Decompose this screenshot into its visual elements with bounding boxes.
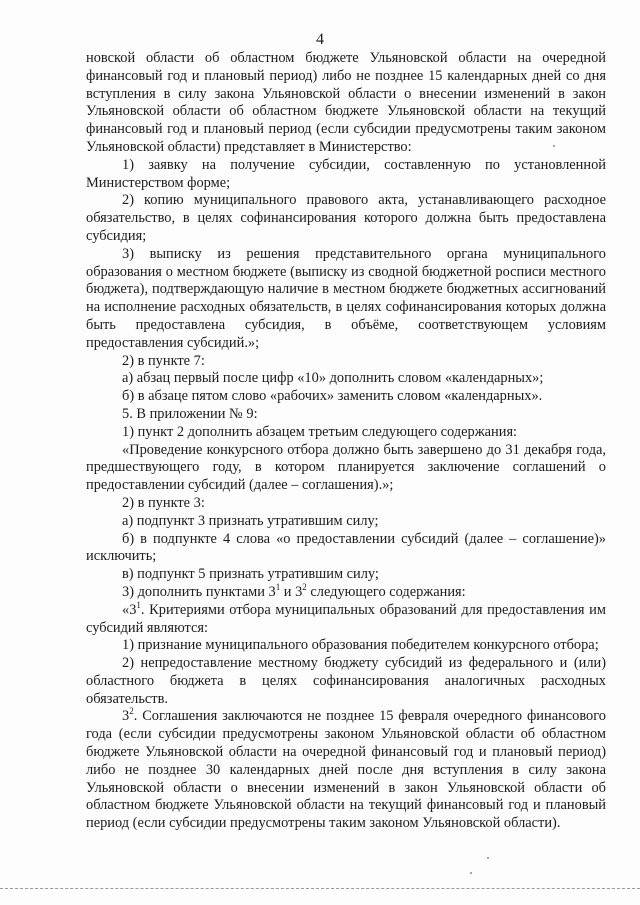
scan-dust [553,145,555,147]
paragraph: 1) признание муниципального образования победителем конкурсного отбора; [122,637,599,654]
paragraph: 2) в пункте 7: [122,352,205,369]
paragraph: 2) непредоставление местному бюджету субсидий из федерального и (или) областного бюджета в целях софинансирования аналогичных расходных обязательств. [86,655,606,707]
paragraph: а) подпункт 3 признать утратившим силу; [122,512,379,529]
scan-edge-line [0,888,640,889]
text-run: . Критериями отбора муниципальных образований для предоставления им субсидий являются: [86,601,606,636]
paragraph-with-superscripts [86,708,606,833]
paragraph: в) подпункт 5 признать утратившим силу; [122,566,379,583]
paragraph: б) в подпункте 4 слова «о предоставлении субсидий (далее – соглашение)» исключить; [86,530,606,565]
text-run: «3 [122,601,137,618]
superscript: 2 [302,581,307,592]
document-body [86,50,606,833]
paragraph: 2) в пункте 3: [122,494,205,511]
superscript: 1 [275,581,281,592]
paragraph: 5. В приложении № 9: [122,405,258,422]
paragraph: новской области об областном бюджете Ульяновской области на очередной финансовый год и плановый период) либо не позднее 15 календарных дней со дня вступления в силу закона Ульяновской области о внесении изменений в закон Ульяновской области об областном бюджете Ульяновской области на текущий финансовый год и плановый период (если субсидии предусмотрены таким законом Ульяновской области) представляет в Министерство: [86,50,606,155]
paragraph: «Проведение конкурсного отбора должно быть завершено до 31 декабря года, предшествующего году, в котором планируется заключение соглашений о предоставлении субсидий (далее – соглашения).»; [86,441,606,494]
text-run: 3) дополнить пунктами 3 [122,583,276,600]
paragraph: 1) заявку на получение субсидии, составленную по установленной Министерством форме; [86,156,606,191]
page-number: 4 [316,31,324,48]
text-run: . Соглашения заключаются не позднее 15 февраля очередного финансового года (если субсидии предусмотрены законом Ульяновской области об областном бюджете Ульяновской области на очередной финансовый год и плановый период) либо не позднее 30 календарных дней после дня вступления в силу закона Ульяновской области о внесении изменений в закон Ульяновской области об областном бюджете Ульяновской области на текущий финансовый год и плановый период (если субсидии предусмотрены таким законом Ульяновской области). [86,708,606,832]
scan-dust [470,872,472,874]
paragraph-with-superscripts [86,599,606,638]
text-run: и 3 [280,583,303,600]
paragraph: 1) пункт 2 дополнить абзацем третьим следующего содержания: [122,423,518,440]
text-run: 3 [122,708,130,725]
text-run: следующего содержания: [306,583,466,600]
superscript: 1 [136,599,141,610]
scan-dust [487,857,489,859]
paragraph-with-superscripts [86,581,606,602]
paragraph: 3) выписку из решения представительного органа муниципального образования о местном бюджете (выписку из сводной бюджетной росписи местного бюджета), подтверждающую наличие в местном бюджете бюджетных ассигнований на исполнение расходных обязательств, в целях софинансирования которых должна быть предоставлена субсидия, в объёме, соответствующем условиям предоставления субсидий.»; [86,245,606,351]
paragraph: а) абзац первый после цифр «10» дополнить словом «календарных»; [122,370,544,387]
paragraph: 2) копию муниципального правового акта, устанавливающего расходное обязательство, в целях софинансирования которого должна быть предоставлена субсидия; [86,192,606,244]
superscript: 2 [129,706,134,717]
paragraph: б) в абзаце пятом слово «рабочих» заменить словом «календарных». [122,388,543,405]
